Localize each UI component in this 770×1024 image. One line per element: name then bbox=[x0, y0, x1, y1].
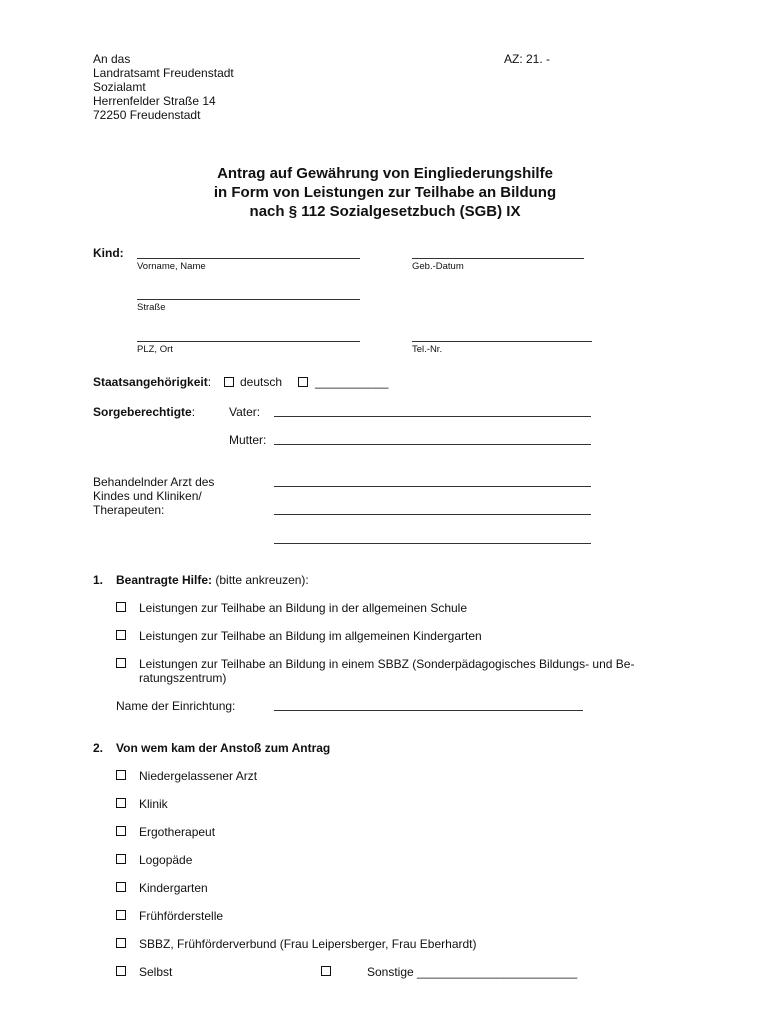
initiator-label: Frühförderstelle bbox=[139, 909, 224, 923]
nationality-other-field[interactable]: ___________ bbox=[315, 375, 389, 389]
document-title bbox=[0, 164, 770, 221]
physician-field-1[interactable] bbox=[274, 486, 591, 487]
nationality-row bbox=[93, 375, 211, 389]
initiator-label: Logopäde bbox=[139, 853, 193, 867]
section1-heading: Beantragte Hilfe: bbox=[116, 573, 213, 587]
kind-label: Kind: bbox=[93, 246, 124, 260]
initiator-label: SBBZ, Frühförderverbund (Frau Leipersberger, Frau Eberhardt) bbox=[139, 937, 477, 951]
institution-label: Name der Einrichtung: bbox=[116, 699, 236, 713]
section2-number: 2. bbox=[93, 741, 104, 755]
help-option-checkbox[interactable] bbox=[116, 602, 126, 612]
section1-number: 1. bbox=[93, 573, 104, 587]
section2-heading: Von wem kam der Anstoß zum Antrag bbox=[116, 741, 331, 755]
initiator-label: Niedergelassener Arzt bbox=[139, 769, 258, 783]
name-caption: Vorname, Name bbox=[137, 261, 206, 272]
physician-field-2[interactable] bbox=[274, 514, 591, 515]
mother-label: Mutter: bbox=[229, 433, 267, 447]
phone-caption: Tel.-Nr. bbox=[412, 344, 443, 355]
father-field[interactable] bbox=[274, 416, 591, 417]
address-line: Landratsamt Freudenstadt bbox=[93, 66, 234, 80]
father-label: Vater: bbox=[229, 405, 261, 419]
address-line: An das bbox=[93, 52, 131, 66]
physician-label-line: Therapeuten: bbox=[93, 503, 165, 517]
section1-hint: (bitte ankreuzen): bbox=[212, 573, 309, 587]
initiator-label: Kindergarten bbox=[139, 881, 208, 895]
city-caption: PLZ, Ort bbox=[137, 344, 173, 355]
help-option-label: Leistungen zur Teilhabe an Bildung in der allgemeinen Schule bbox=[139, 601, 468, 615]
recipient-address bbox=[93, 52, 234, 122]
initiator-checkbox[interactable] bbox=[116, 770, 126, 780]
az-reference: AZ: 21. - bbox=[504, 52, 551, 66]
help-option-checkbox[interactable] bbox=[116, 658, 126, 668]
help-option-label-cont: ratungszentrum) bbox=[139, 671, 227, 685]
initiator-label: Selbst bbox=[139, 965, 173, 979]
physician-label-line: Kindes und Kliniken/ bbox=[93, 489, 202, 503]
initiator-checkbox[interactable] bbox=[116, 826, 126, 836]
address-line: Sozialamt bbox=[93, 80, 146, 94]
guardians-row bbox=[93, 405, 195, 419]
help-option-label: Leistungen zur Teilhabe an Bildung in einem SBBZ (Sonderpädagogisches Bildungs- und Be- bbox=[139, 657, 635, 671]
physician-label bbox=[93, 475, 214, 517]
name-field[interactable] bbox=[137, 258, 360, 259]
nationality-german-label: deutsch bbox=[240, 375, 283, 389]
initiator-checkbox[interactable] bbox=[116, 966, 126, 976]
section1-heading-row bbox=[116, 573, 309, 587]
initiator-checkbox[interactable] bbox=[116, 798, 126, 808]
birthdate-field[interactable] bbox=[412, 258, 584, 259]
street-field[interactable] bbox=[137, 299, 360, 300]
birthdate-caption: Geb.-Datum bbox=[412, 261, 464, 272]
initiator-label: Klinik bbox=[139, 797, 168, 811]
guardians-colon: : bbox=[191, 405, 196, 419]
address-line: Herrenfelder Straße 14 bbox=[93, 94, 216, 108]
nationality-other-checkbox[interactable] bbox=[298, 377, 308, 387]
nationality-colon: : bbox=[207, 375, 212, 389]
title-line: Antrag auf Gewährung von Eingliederungshilfe bbox=[217, 165, 553, 182]
phone-field[interactable] bbox=[412, 341, 592, 342]
title-line: in Form von Leistungen zur Teilhabe an Bildung bbox=[213, 184, 557, 201]
title-line: nach § 112 Sozialgesetzbuch (SGB) IX bbox=[249, 203, 521, 220]
initiator-checkbox[interactable] bbox=[116, 854, 126, 864]
help-option-label: Leistungen zur Teilhabe an Bildung im allgemeinen Kindergarten bbox=[139, 629, 482, 643]
initiator-checkbox[interactable] bbox=[116, 938, 126, 948]
nationality-label: Staatsangehörigkeit bbox=[93, 375, 208, 389]
mother-field[interactable] bbox=[274, 444, 591, 445]
physician-field-3[interactable] bbox=[274, 543, 591, 544]
institution-field[interactable] bbox=[274, 710, 583, 711]
guardians-label: Sorgeberechtigte bbox=[93, 405, 192, 419]
initiator-checkbox[interactable] bbox=[116, 882, 126, 892]
initiator-checkbox[interactable] bbox=[116, 910, 126, 920]
initiator-other-field[interactable]: Sonstige ________________________ bbox=[367, 965, 578, 979]
nationality-german-checkbox[interactable] bbox=[224, 377, 234, 387]
initiator-label: Ergotherapeut bbox=[139, 825, 216, 839]
city-field[interactable] bbox=[137, 341, 360, 342]
address-line: 72250 Freudenstadt bbox=[93, 108, 201, 122]
street-caption: Straße bbox=[137, 302, 166, 313]
initiator-other-checkbox[interactable] bbox=[321, 966, 331, 976]
physician-label-line: Behandelnder Arzt des bbox=[93, 475, 215, 489]
help-option-checkbox[interactable] bbox=[116, 630, 126, 640]
